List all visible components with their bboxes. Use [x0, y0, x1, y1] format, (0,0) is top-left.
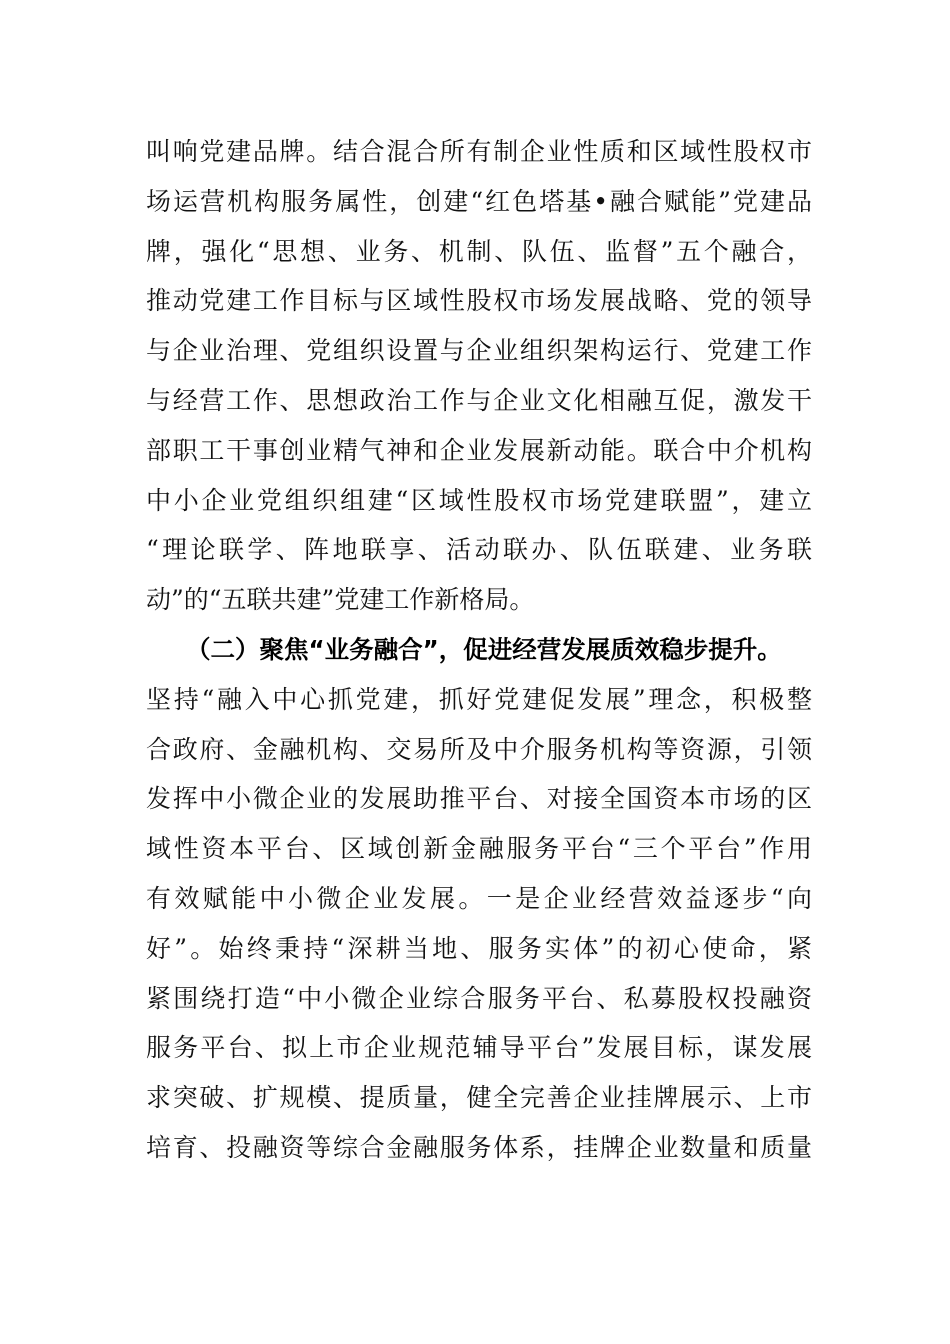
paragraph-1-line-3: 牌，强化“思想、业务、机制、队伍、监督”五个融合， [146, 236, 812, 266]
paragraph-1-line-1: 叫响党建品牌。结合混合所有制企业性质和区域性股权市 [146, 137, 812, 166]
section-2-heading: （二）聚焦“业务融合”，促进经营发展质效稳步提升。 [186, 635, 782, 664]
section-2-line-9: 求突破、扩规模、提质量，健全完善企业挂牌展示、上市 [146, 1083, 812, 1113]
section-2-line-10: 培育、投融资等综合金融服务体系，挂牌企业数量和质量 [146, 1132, 812, 1162]
section-2-line-8: 服务平台、拟上市企业规范辅导平台”发展目标，谋发展 [146, 1033, 812, 1063]
paragraph-1-line-10: 动”的“五联共建”党建工作新格局。 [146, 585, 535, 615]
section-2-line-2: 合政府、金融机构、交易所及中介服务机构等资源，引领 [146, 734, 812, 764]
paragraph-1-line-9: “理论联学、阵地联享、活动联办、队伍联建、业务联 [146, 535, 812, 565]
paragraph-1-line-2: 场运营机构服务属性，创建“红色塔基•融合赋能”党建品 [146, 186, 812, 216]
paragraph-1-line-7: 部职工干事创业精气神和企业发展新动能。联合中介机构 [146, 435, 812, 465]
section-2-line-7: 紧围绕打造“中小微企业综合服务平台、私募股权投融资 [146, 983, 812, 1013]
section-2-line-6: 好”。始终秉持“深耕当地、服务实体”的初心使命，紧 [146, 933, 812, 963]
paragraph-1-line-6: 与经营工作、思想政治工作与企业文化相融互促，激发干 [146, 385, 812, 415]
paragraph-1-line-4: 推动党建工作目标与区域性股权市场发展战略、党的领导 [146, 286, 812, 316]
paragraph-1-line-5: 与企业治理、党组织设置与企业组织架构运行、党建工作 [146, 336, 812, 366]
section-2-line-5: 有效赋能中小微企业发展。一是企业经营效益逐步“向 [146, 883, 812, 913]
paragraph-1-line-8: 中小企业党组织组建“区域性股权市场党建联盟”，建立 [146, 485, 812, 515]
paragraph-1 [146, 127, 812, 625]
section-2-line-3: 发挥中小微企业的发展助推平台、对接全国资本市场的区 [146, 784, 812, 814]
section-2-line-4: 域性资本平台、区域创新金融服务平台“三个平台”作用 [146, 834, 812, 864]
section-2 [146, 625, 812, 1173]
section-2-line-1: 坚持“融入中心抓党建，抓好党建促发展”理念，积极整 [146, 684, 812, 714]
